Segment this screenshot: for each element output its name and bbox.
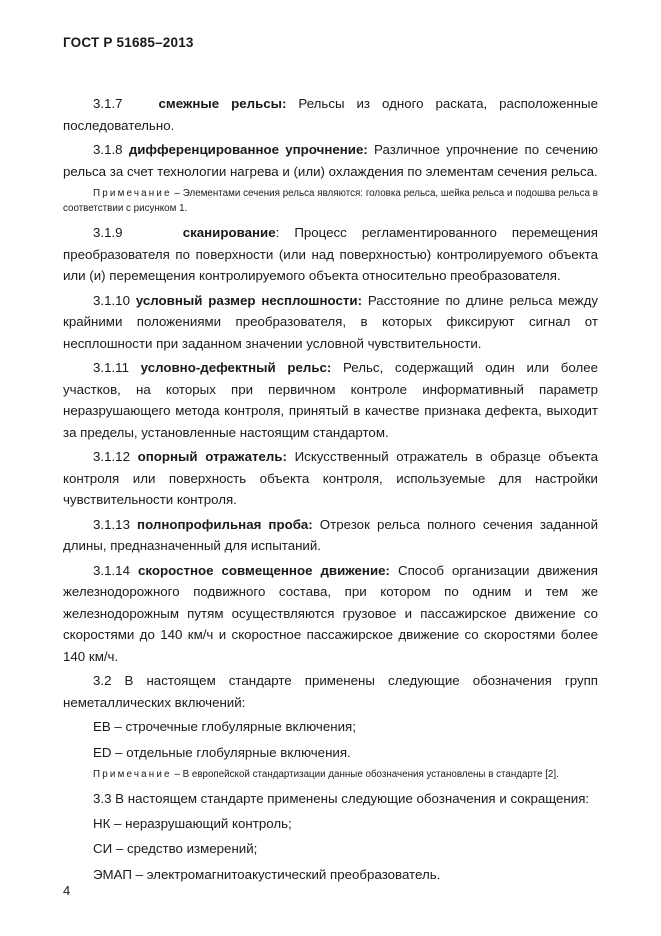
term-title: скоростное совмещенное движение:: [138, 562, 390, 578]
term-number: 3.1.14: [93, 562, 130, 578]
term-definition: Рельс, содержащий один или более участков, на которых при первичном контроле информативный параметр неразрушающего метода контроля, принятый в качестве признака дефекта, выходит за пределы, установленные настоящим стандартом.: [63, 360, 598, 440]
term-number: 3.1.9: [93, 225, 123, 240]
term-title: условный размер несплошности:: [135, 292, 362, 308]
list-item: ED – отдельные глобулярные включения.: [93, 744, 351, 760]
note-text: – В европейской стандартизации данные обозначения установлены в стандарте [2].: [174, 769, 559, 780]
term-3-1-7: [63, 93, 598, 136]
term-title: смежные рельсы:: [158, 96, 287, 111]
term-3-1-10: [63, 290, 598, 355]
list-item: ЭМАП – электромагнитоакустический преобразователь.: [93, 866, 441, 882]
term-definition: Отрезок рельса полного сечения заданной длины, предназначенный для испытаний.: [63, 516, 598, 553]
term-number: 3.1.13: [93, 516, 130, 532]
term-definition: Способ организации движения железнодорожного подвижного состава, при котором по одним и тем же железнодорожным путям осуществляются грузовое и пассажирское движение со скоростями до 140 км/ч и скоростное пассажирское движение со скоростями более 140 км/ч.: [63, 562, 598, 664]
list-item: СИ – средство измерений;: [93, 841, 258, 856]
term-title: опорный отражатель:: [137, 449, 287, 464]
term-number: 3.1.7: [93, 96, 123, 111]
term-title: сканирование: [182, 225, 276, 240]
term-definition: : Процесс регламентированного перемещения преобразователя по поверхности (или над поверхностью) контролируемого объекта или (и) перемещения контролируемого объекта относительно преобразователя.: [63, 225, 598, 283]
term-number: 3.1.10: [93, 292, 130, 308]
term-number: 3.1.8: [93, 142, 123, 157]
page-number: 4: [63, 883, 71, 898]
term-3-1-12: [63, 446, 598, 511]
term-title: полнопрофильная проба:: [137, 516, 313, 532]
term-number: 3.1.12: [93, 449, 130, 464]
term-3-1-9: [63, 222, 598, 287]
term-3-1-8: [63, 139, 598, 182]
note-2: [63, 767, 598, 782]
term-title: дифференцированное упрочнение:: [128, 142, 368, 157]
document-code: ГОСТ Р 51685–2013: [63, 35, 194, 50]
list-item: ЕВ – строчечные глобулярные включения;: [93, 719, 356, 734]
term-title: условно-дефектный рельс:: [140, 360, 332, 375]
term-definition: Различное упрочнение по сечению рельса за счет технологии нагрева и (или) охлаждения по элементам сечения рельса.: [63, 142, 598, 179]
term-definition: Искусственный отражатель в образце объекта контроля или поверхность объекта контроля, используемые для настройки чувствительности контроля.: [63, 449, 598, 507]
term-3-1-14: [63, 560, 598, 668]
section-3-2-intro: 3.2 В настоящем стандарте применены следующие обозначения групп неметаллических включений:: [63, 673, 598, 710]
term-number: 3.1.11: [93, 360, 129, 375]
page-content: [63, 93, 598, 889]
list-item: НК – неразрушающий контроль;: [93, 815, 292, 831]
note-label: Примечание: [93, 188, 172, 199]
note-label: Примечание: [93, 769, 172, 780]
note-text: – Элементами сечения рельса являются: головка рельса, шейка рельса и подошва рельса в соответствии с рисунком 1.: [63, 188, 598, 214]
term-3-1-11: [63, 357, 598, 443]
term-definition: Рельсы из одного раската, расположенные последовательно.: [63, 96, 598, 133]
note-1: [63, 186, 598, 216]
term-3-1-13: [63, 514, 598, 557]
term-definition: Расстояние по длине рельса между крайними положениями преобразователя, в которых фиксируют сигнал от несплошности при заданном значении условной чувствительности.: [63, 292, 598, 351]
section-3-3-intro: 3.3 В настоящем стандарте применены следующие обозначения и сокращения:: [93, 791, 590, 806]
